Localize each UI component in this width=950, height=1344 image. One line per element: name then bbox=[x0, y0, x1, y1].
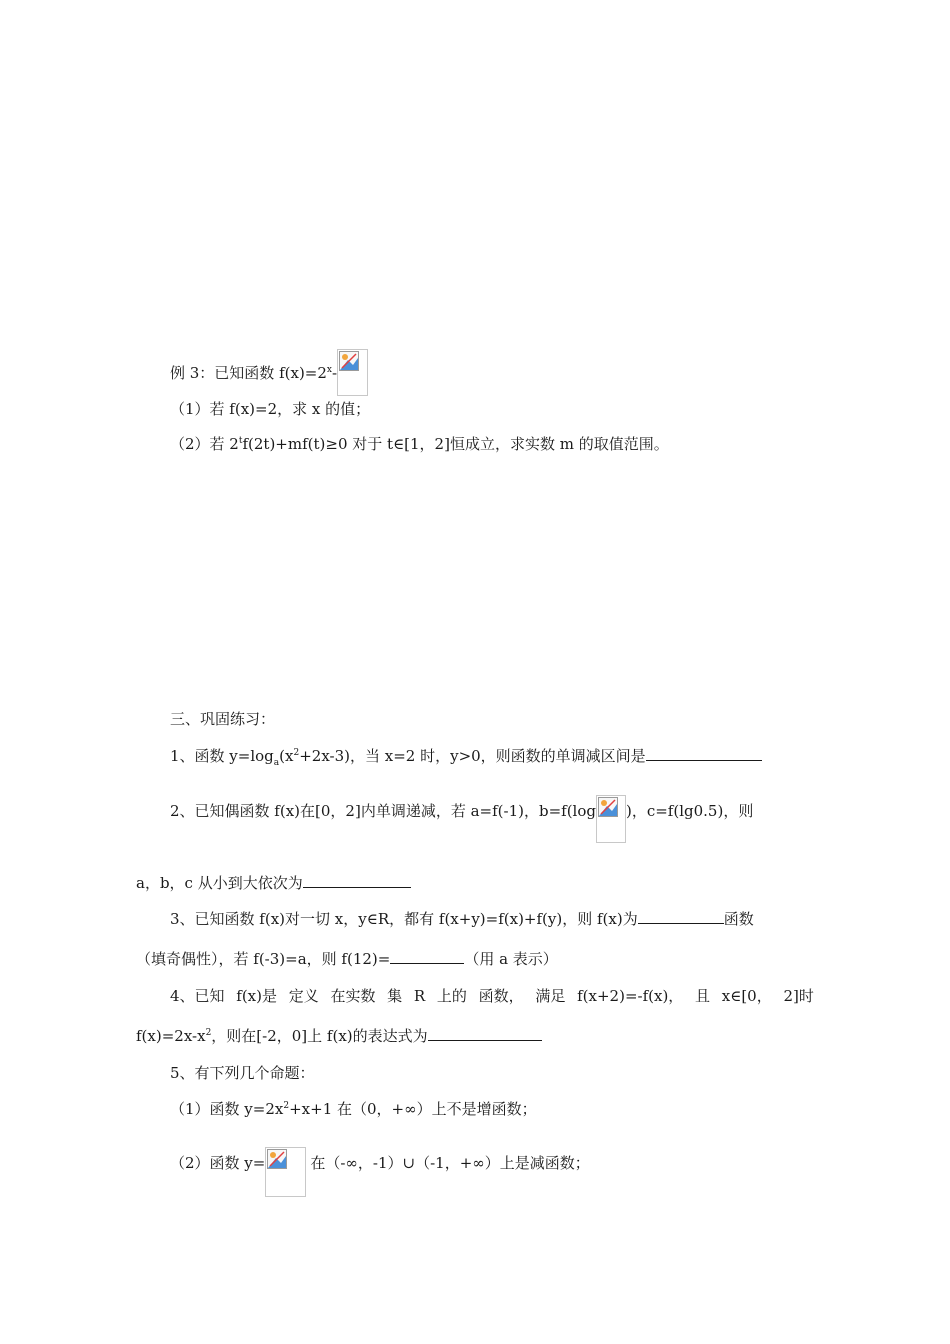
problem-2-continued: a，b，c 从小到大依次为 bbox=[136, 873, 411, 893]
example3-question-2: （2）若 $2^tf(2t)+mf(t)\ge 0$ 对于 t∈[1，2]恒成立，求实数 m 的取值范围。 bbox=[170, 435, 669, 453]
problem-5-item-2: （2）函数 y= 在（-∞，-1）∪（-1，+∞）上是减函数； bbox=[170, 1147, 590, 1197]
answer-blank[interactable] bbox=[303, 873, 411, 888]
example3-question-1: （1）若 f(x)=2，求 x 的值； bbox=[170, 400, 371, 418]
answer-blank[interactable] bbox=[428, 1026, 542, 1041]
answer-blank[interactable] bbox=[638, 909, 724, 924]
problem-4-continued: $f(x)=2x-x^2$，则在[-2，0]上 f(x)的表达式为 bbox=[136, 1026, 542, 1046]
problem-1: 1、函数 $y=\log_a(x^2+2x-3)$，当 x=2 时，y>0，则函数的单调减区间是 bbox=[170, 746, 762, 766]
answer-blank[interactable] bbox=[390, 949, 464, 964]
problem-3-continued: （填奇偶性），若 f(-3)=a，则 f(12)= （用 a 表示） bbox=[136, 950, 558, 968]
problem-4: 4、已知 f(x)是 定义 在实数 集 R 上的 函数， 满足 f(x+2)=-f(x)， 且 x∈[0， 2]时 bbox=[170, 987, 814, 1005]
broken-image-icon bbox=[337, 349, 368, 396]
problem-2: 2、已知偶函数 f(x)在[0，2]内单调递减，若 a=f(-1)，b=f(log )，c=f(lg0.5)，则 bbox=[170, 795, 753, 843]
problem-3: 3、已知函数 f(x)对一切 x，y∈R，都有 f(x+y)=f(x)+f(y)，则 f(x)为 函数 bbox=[170, 910, 754, 928]
example3-title: 例 3：已知函数 $f(x)=2^x-$ bbox=[170, 349, 368, 396]
broken-image-icon bbox=[596, 795, 626, 843]
problem-5-item-1: （1）函数 $y=2x^2+x+1$ 在（0，+∞）上不是增函数； bbox=[170, 1100, 537, 1118]
broken-image-icon bbox=[265, 1147, 306, 1197]
answer-blank[interactable] bbox=[646, 746, 762, 761]
section-heading: 三、巩固练习： bbox=[170, 710, 276, 728]
problem-5: 5、有下列几个命题： bbox=[170, 1064, 315, 1082]
